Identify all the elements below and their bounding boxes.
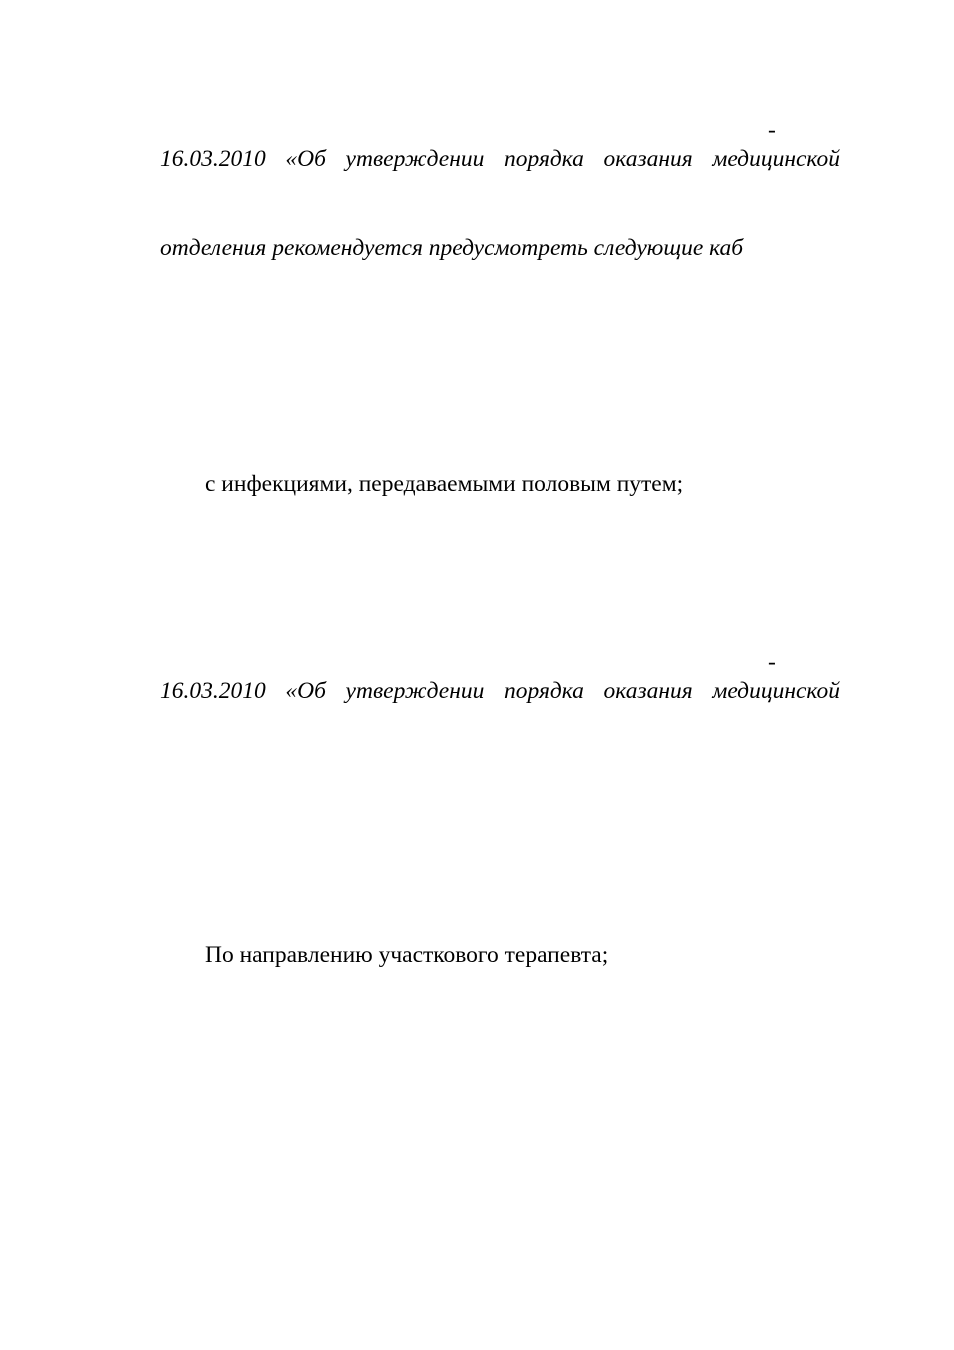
- infections-list-item: с инфекциями, передаваемыми половым путем;: [205, 471, 684, 497]
- hyphen-mark: -: [768, 117, 776, 143]
- order-reference-line-second: 16.03.2010 «Об утверждении порядка оказания медицинской: [160, 678, 840, 704]
- department-recommendation-line: отделения рекомендуется предусмотреть следующие каб: [160, 235, 744, 261]
- hyphen-mark-second: -: [768, 649, 776, 675]
- therapist-referral-item: По направлению участкового терапевта;: [205, 942, 609, 968]
- order-reference-line: 16.03.2010 «Об утверждении порядка оказания медицинской: [160, 146, 840, 172]
